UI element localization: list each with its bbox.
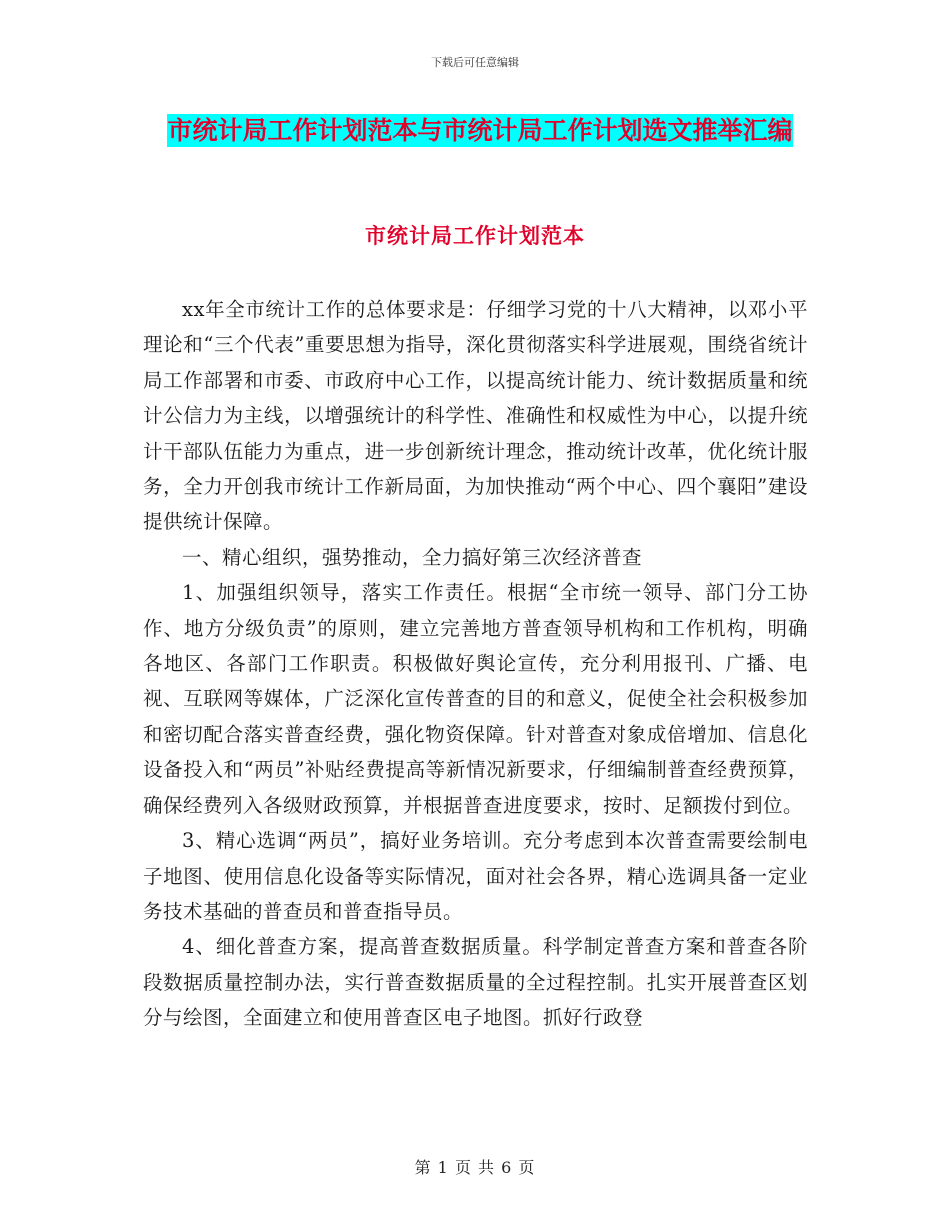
paragraph: xx年全市统计工作的总体要求是：仔细学习党的十八大精神，以邓小平理论和“三个代表”重要思想为指导，深化贯彻落实科学进展观，围绕省统计局工作部署和市委、市政府中心工作，以提高统计能力、统计数据质量和统计公信力为主线，以增强统计的科学性、准确性和权威性为中心，以提升统计干部队伍能力为重点，进一步创新统计理念，推动统计改革，优化统计服务，全力开创我市统计工作新局面，为加快推动“两个中心、四个襄阳”建设提供统计保障。 [143, 298, 808, 534]
document-title [150, 110, 810, 152]
paragraph: 3、精心选调“两员”，搞好业务培训。充分考虑到本次普查需要绘制电子地图、使用信息化设备等实际情况，面对社会各界，精心选调具备一定业务技术基础的普查员和普查指导员。 [143, 829, 808, 923]
paragraph: 1、加强组织领导，落实工作责任。根据“全市统一领导、部门分工协作、地方分级负责”的原则，建立完善地方普查领导机构和工作机构，明确各地区、各部门工作职责。积极做好舆论宣传，充分利用报刊、广播、电视、互联网等媒体，广泛深化宣传普查的目的和意义，促使全社会积极参加和密切配合落实普查经费，强化物资保障。针对普查对象成倍增加、信息化设备投入和“两员”补贴经费提高等新情况新要求，仔细编制普查经费预算，确保经费列入各级财政预算，并根据普查进度要求，按时、足额拨付到位。 [143, 581, 808, 817]
document-title-text: 市统计局工作计划范本与市统计局工作计划选文推举汇编 [167, 116, 793, 145]
header-note: 下载后可任意编辑 [431, 56, 519, 69]
document-body [143, 292, 808, 1036]
section-title: 市统计局工作计划范本 [365, 224, 585, 248]
paragraph-heading: 一、精心组织，强势推动，全力搞好第三次经济普查 [182, 545, 643, 569]
page-number: 第 1 页 共 6 页 [414, 1158, 536, 1177]
paragraph: 4、细化普查方案，提高普查数据质量。科学制定普查方案和普查各阶段数据质量控制办法，实行普查数据质量的全过程控制。扎实开展普查区划分与绘图，全面建立和使用普查区电子地图。抓好行政登 [143, 935, 808, 1030]
